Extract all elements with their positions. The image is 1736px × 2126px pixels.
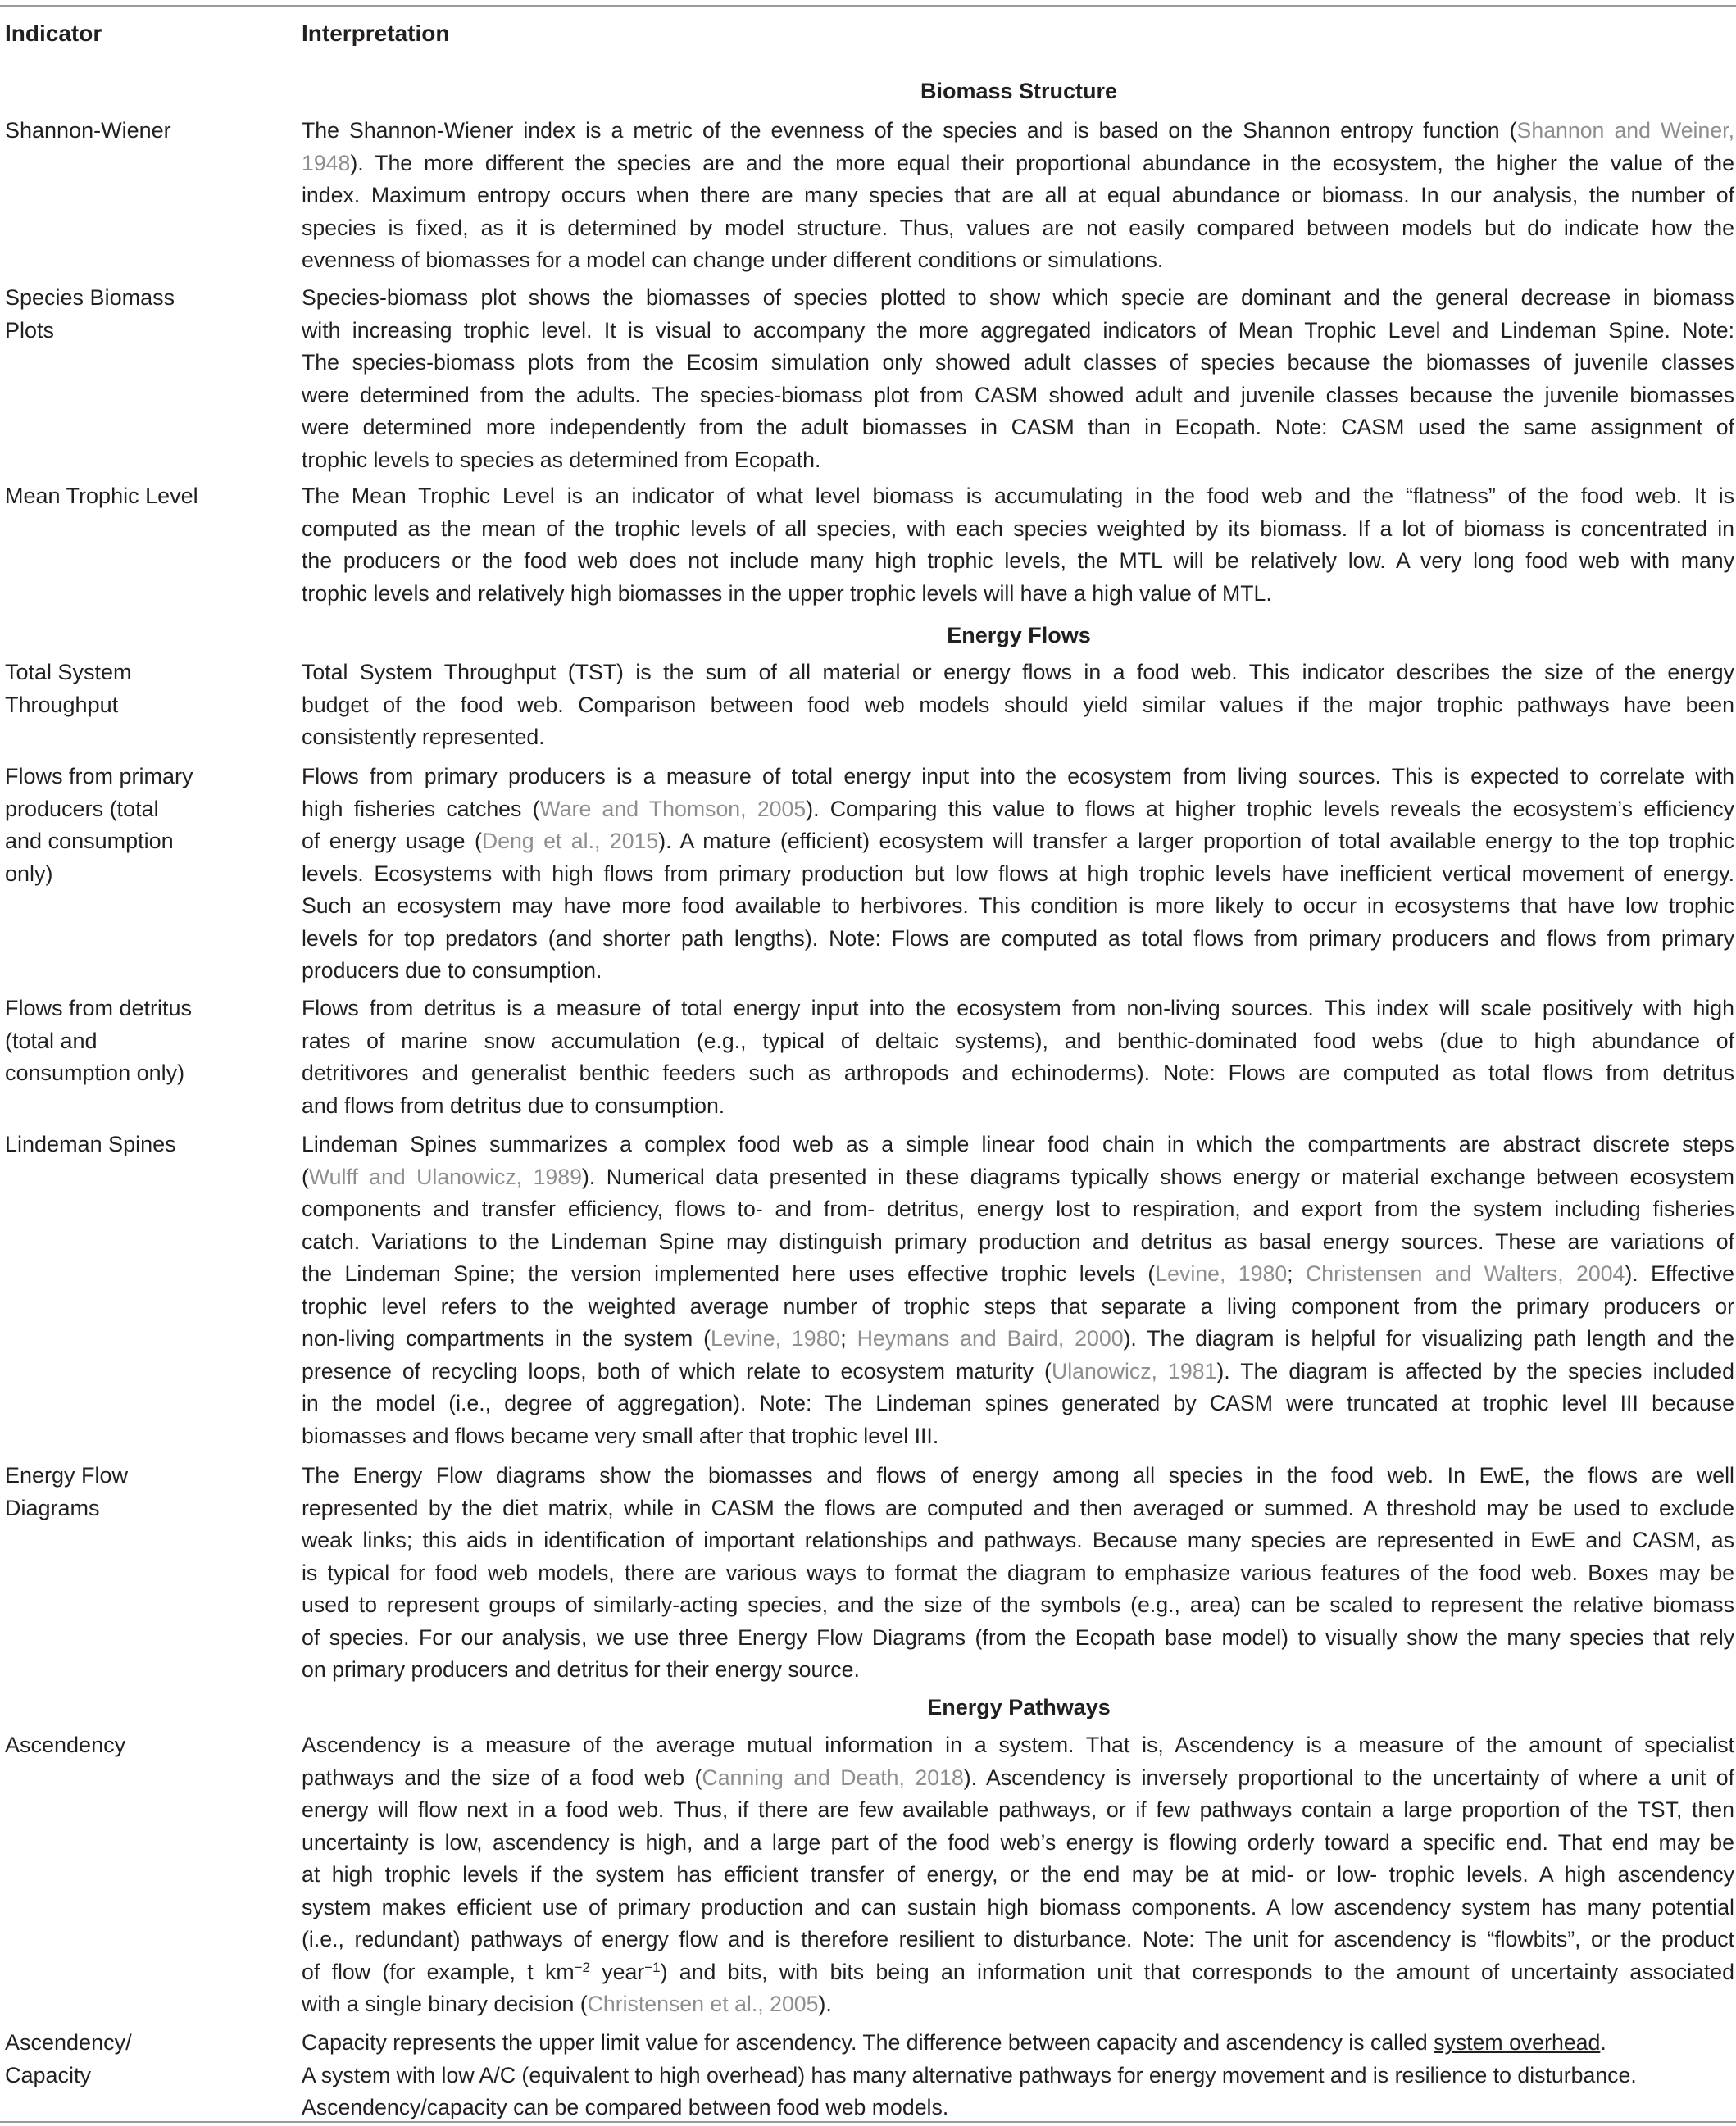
interpretation-line [302,1193,1734,1226]
text-run: and flows from detritus due to consumption. [302,1093,725,1118]
text-run: were determined from the adults. The species-biomass plot from CASM showed adult and juvenile classes because the juvenile biomasses [302,382,1734,407]
interpretation-line [302,1827,1734,1860]
interpretation-line [302,825,1734,858]
text-run: catch. Variations to the Lindeman Spine may distinguish primary production and detritus as basal energy sources. These are variations of [302,1229,1734,1254]
interpretation-line [302,578,1734,611]
indicator-line: Energy Flow [5,1463,129,1488]
text-run: . [1600,2030,1606,2055]
indicator-cell [5,480,292,513]
text-run: ). [818,1992,832,2016]
interpretation-line [302,1291,1734,1324]
indicator-cell [5,1729,292,1762]
interpretation-line [302,148,1734,180]
citation-link[interactable]: Deng et al., 2015 [481,829,659,853]
indicator-line: Capacity [5,2062,92,2087]
interpretation-line [302,761,1734,793]
text-run: in the model (i.e., degree of aggregation). Note: The Lindeman spines generated by CASM were truncated at trophic level III because [302,1391,1734,1415]
text-run: computed as the mean of the trophic levels of all species, with each species weighted by its biomass. If a lot of biomass is concentrated in [302,516,1734,541]
interpretation-line [302,993,1734,1025]
interpretation-line [302,513,1734,546]
indicator-cell [5,2027,292,2092]
indicator-cell [5,1129,292,1161]
interpretation-line [302,545,1734,578]
citation-link[interactable]: Christensen et al., 2005 [587,1992,819,2016]
citation-link[interactable]: Wulff and Ulanowicz, 1989 [308,1164,582,1189]
indicator-cell [5,656,292,721]
citation-link[interactable]: Ware and Thomson, 2005 [539,796,807,821]
text-run: non-living compartments in the system ( [302,1326,711,1351]
interpretation-line [302,656,1734,689]
text-run: Total System Throughput (TST) is the sum of all material or energy flows in a food web. This indicator describes the size of the energy [302,660,1734,684]
indicator-line: only) [5,861,53,886]
citation-link[interactable]: Levine, 1980 [1155,1261,1288,1286]
interpretation-line [302,1356,1734,1388]
interpretation-line [302,1924,1734,1956]
indicator-line: Throughput [5,692,119,717]
text-run: system makes efficient use of primary production and can sustain high biomass components. A low ascendency system has many potential [302,1894,1734,1919]
text-run: is typical for food web models, there are various ways to format the diagram to emphasize various features of the food web. Boxes may be [302,1560,1734,1585]
indicator-line: Shannon-Wiener [5,118,171,143]
text-run: ). Numerical data presented in these diagrams typically shows energy or material exchange between ecosystem [581,1164,1734,1189]
interpretation-line [302,212,1734,245]
indicator-cell [5,115,292,148]
text-run: ). The more different the species are and the more equal their proportional abundance in the ecosystem, the higher the value of the [350,150,1734,175]
interpretation-line [302,379,1734,412]
interpretation-line [302,1492,1734,1525]
interpretation-cell [302,480,1734,610]
interpretation-line [302,244,1734,277]
interpretation-line [302,2092,1734,2124]
text-run: of flow (for example, t km [302,1959,575,1984]
text-run: (i.e., redundant) pathways of energy flow and is therefore resilient to disturbance. Note: The unit for ascendency is “flowbits”, or the product [302,1927,1734,1951]
text-run: trophic levels to species as determined from Ecopath. [302,447,821,472]
interpretation-line [302,1762,1734,1795]
citation-link[interactable]: Christensen and Walters, 2004 [1306,1261,1625,1286]
indicator-line: producers (total [5,796,159,821]
text-run: represented by the diet matrix, while in CASM the flows are computed and then averaged or summed. A threshold may be used to exclude [302,1495,1734,1520]
interpretation-line [302,955,1734,988]
text-run: Ascendency/capacity can be compared between food web models. [302,2095,949,2119]
text-run: ; [1287,1261,1306,1286]
column-header-interpretation: Interpretation [302,20,450,46]
text-run: Flows from primary producers is a measure of total energy input into the ecosystem from living sources. This is expected to correlate with [302,764,1734,788]
text-run: with increasing trophic level. It is visual to accompany the more aggregated indicators of Mean Trophic Level and Lindeman Spine. Note: [302,317,1734,343]
text-run: uncertainty is low, ascendency is high, and a large part of the food web’s energy is flowing orderly toward a specific end. That end may be [302,1829,1734,1855]
text-run: year [589,1959,645,1984]
text-run: ). A mature (efficient) ecosystem will transfer a larger proportion of total available energy to the top trophic [658,829,1734,853]
interpretation-line [302,1956,1734,1989]
interpretation-line [302,1892,1734,1924]
interpretation-line [302,1129,1734,1161]
indicator-line: Ascendency [5,1733,126,1757]
table-top-rule [0,5,1736,7]
text-run: with a single binary decision ( [302,1992,588,2016]
indicator-cell [5,993,292,1090]
superscript: −1 [644,1959,661,1975]
interpretation-line [302,890,1734,923]
interpretation-line [302,1794,1734,1827]
citation-link[interactable]: Ulanowicz, 1981 [1051,1358,1217,1383]
section-heading-energy-flows: Energy Flows [947,623,1091,647]
indicator-line: Species Biomass [5,285,175,310]
text-run: levels. Ecosystems with high flows from primary production but low flows at high trophic levels have inefficient vertical movement of energy. [302,861,1734,886]
interpretation-cell [302,1729,1734,2021]
interpretation-line [302,1090,1734,1123]
text-run: pathways and the size of a food web ( [302,1765,702,1790]
text-run: producers due to consumption. [302,958,602,983]
text-run: the Lindeman Spine; the version implemented here uses effective trophic levels ( [302,1261,1156,1286]
interpretation-line [302,1057,1734,1090]
interpretation-line [302,347,1734,379]
text-run: components and transfer efficiency, flows to- and from- detritus, energy lost to respiration, and export from the system including fisheries [302,1197,1734,1221]
text-run: weak links; this aids in identification of important relationships and pathways. Because many species are represented in EwE and CASM, as [302,1528,1734,1552]
interpretation-line [302,2027,1734,2060]
column-header-indicator: Indicator [5,20,102,46]
text-run: on primary producers and detritus for their energy source. [302,1657,860,1682]
interpretation-line [302,1258,1734,1291]
text-run: index. Maximum entropy occurs when there are many species that are all at equal abundance or biomass. In our analysis, the number of [302,183,1734,207]
interpretation-cell [302,656,1734,754]
interpretation-cell [302,761,1734,988]
text-run: rates of marine snow accumulation (e.g., typical of deltaic systems), and benthic-dominated food webs (due to high abundance of [302,1028,1734,1053]
text-run: energy will flow next in a food web. Thus, if there are few available pathways, or if few pathways contain a large proportion of the TST, then [302,1797,1734,1822]
text-run: The Shannon-Wiener index is a metric of the evenness of the species and is based on the Shannon entropy function ( [302,118,1517,143]
indicator-line: and consumption [5,829,174,853]
text-run: high fisheries catches ( [302,796,540,821]
superscript: −2 [574,1959,590,1975]
text-run: Species-biomass plot shows the biomasses of species plotted to show which specie are dominant and the general decrease in biomass [302,285,1734,310]
text-run: presence of recycling loops, both of which relate to ecosystem maturity ( [302,1358,1052,1383]
interpretation-line [302,179,1734,212]
interpretation-cell [302,1460,1734,1687]
text-run: A system with low A/C (equivalent to high overhead) has many alternative pathways for energy movement and is resilience to disturbance. [302,2062,1637,2087]
table-bottom-rule [0,2121,1736,2123]
interpretation-line [302,1589,1734,1622]
interpretation-line [302,315,1734,348]
interpretation-line [302,1226,1734,1259]
text-run: The Energy Flow diagrams show the biomasses and flows of energy among all species in the food web. In EwE, the flows are well [302,1463,1734,1488]
indicator-line: Mean Trophic Level [5,484,198,508]
text-run: budget of the food web. Comparison between food web models should yield similar values if the major trophic pathways have been [302,692,1734,717]
interpretation-line [302,1524,1734,1557]
interpretation-line [302,1622,1734,1655]
citation-link[interactable]: Heymans and Baird, 2000 [857,1326,1124,1351]
text-run: biomasses and flows became very small after that trophic level III. [302,1423,939,1448]
citation-link[interactable]: Levine, 1980 [710,1326,841,1351]
interpretation-line [302,858,1734,891]
interpretation-line [302,689,1734,722]
text-run: the producers or the food web does not include many high trophic levels, the MTL will be relatively low. A very long food web with many [302,548,1734,573]
text-run: Flows from detritus is a measure of total energy input into the ecosystem from non-living sources. This index will scale positively with high [302,996,1734,1020]
text-run: levels for top predators (and shorter path lengths). Note: Flows are computed as total flows from primary producers and flows from primary [302,925,1734,951]
indicator-cell [5,282,292,347]
indicator-line: Flows from primary [5,764,193,788]
interpretation-line [302,1988,1734,2021]
interpretation-cell [302,1129,1734,1452]
text-run: ; [840,1326,857,1351]
interpretation-line [302,1025,1734,1058]
text-run: Capacity represents the upper limit value for ascendency. The difference between capacity and ascendency is called [302,2030,1434,2055]
section-heading-biomass-structure: Biomass Structure [920,79,1118,103]
text-run: species is fixed, as it is determined by model structure. Thus, values are not easily compared between models but do indicate how the [302,215,1734,240]
text-run: consistently represented. [302,725,545,749]
text-run: ). The diagram is helpful for visualizing path length and the [1123,1326,1734,1351]
text-run: evenness of biomasses for a model can change under different conditions or simulations. [302,248,1164,272]
interpretation-cell [302,115,1734,277]
text-run: ( [302,1164,309,1189]
interpretation-cell [302,2027,1734,2124]
indicator-line: Flows from detritus [5,996,193,1020]
indicator-line: Diagrams [5,1495,100,1520]
interpretation-line [302,2060,1734,2092]
interpretation-cell [302,282,1734,476]
interpretation-line [302,793,1734,826]
citation-link[interactable]: Canning and Death, 2018 [702,1765,964,1790]
text-run: detritivores and generalist benthic feeders such as arthropods and echinoderms). Note: Flows are computed as total flows from detritus [302,1061,1734,1085]
text-run: The Mean Trophic Level is an indicator of what level biomass is accumulating in the food web and the “flatness” of the food web. It is [302,484,1734,508]
interpretation-line [302,1859,1734,1892]
indicator-cell [5,761,292,890]
interpretation-line [302,1161,1734,1194]
text-run: trophic level refers to the weighted average number of trophic steps that separate a living component from the primary producers or [302,1293,1734,1319]
text-run: at high trophic levels if the system has efficient transfer of energy, or the end may be at mid- or low- trophic levels. A high ascendency [302,1862,1734,1887]
citation-link[interactable]: 1948 [302,150,351,175]
indicator-line: (total and [5,1028,98,1053]
interpretation-line [302,1557,1734,1590]
indicator-line: consumption only) [5,1061,185,1085]
text-run: Ascendency is a measure of the average mutual information in a system. That is, Ascendency is a measure of the amount of specialist [302,1733,1734,1757]
interpretation-line [302,411,1734,444]
indicator-line: Total System [5,660,132,684]
interpretation-line [302,721,1734,754]
text-run: used to represent groups of similarly-acting species, and the size of the symbols (e.g., area) can be scaled to represent the relative biomass [302,1592,1734,1617]
text-run: of species. For our analysis, we use three Energy Flow Diagrams (from the Ecopath base model) to visually show the many species that rely [302,1624,1734,1650]
text-run: ). Ascendency is inversely proportional to the uncertainty of where a unit of [963,1765,1734,1790]
text-run: were determined more independently from the adult biomasses in CASM than in Ecopath. Note: CASM used the same assignment of [302,415,1734,439]
text-run: Such an ecosystem may have more food available to herbivores. This condition is more likely to occur in ecosystems that have low trophic [302,893,1734,918]
indicator-line: Plots [5,317,55,343]
text-run: ). The diagram is affected by the species included [1216,1358,1734,1383]
interpretation-line [302,1420,1734,1453]
text-run: trophic levels and relatively high biomasses in the upper trophic levels will have a high value of MTL. [302,580,1272,606]
interpretation-line [302,282,1734,315]
interpretation-line [302,1654,1734,1687]
interpretation-line [302,923,1734,956]
underlined-term: system overhead [1434,2030,1601,2055]
text-run: Lindeman Spines summarizes a complex food web as a simple linear food chain in which the compartments are abstract discrete steps [302,1132,1734,1156]
text-run: ) and bits, with bits being an information unit that corresponds to the amount of uncertainty associated [660,1959,1734,1984]
interpretation-line [302,1388,1734,1420]
section-heading-energy-pathways: Energy Pathways [927,1695,1111,1719]
interpretation-cell [302,993,1734,1122]
citation-link[interactable]: Shannon and Weiner, [1516,118,1734,143]
interpretation-line [302,1323,1734,1356]
interpretation-line [302,1729,1734,1762]
text-run: The species-biomass plots from the Ecosim simulation only showed adult classes of species because the biomasses of juvenile classes [302,350,1734,375]
indicator-cell [5,1460,292,1524]
text-run: of energy usage ( [302,829,482,853]
text-run: ). Effective [1625,1261,1734,1286]
indicator-line: Ascendency/ [5,2030,132,2055]
interpretation-line [302,444,1734,477]
indicator-line: Lindeman Spines [5,1132,176,1156]
text-run: ). Comparing this value to flows at higher trophic levels reveals the ecosystem’s efficiency [806,796,1734,821]
interpretation-line [302,1460,1734,1492]
interpretation-line [302,480,1734,513]
interpretation-line [302,115,1734,148]
